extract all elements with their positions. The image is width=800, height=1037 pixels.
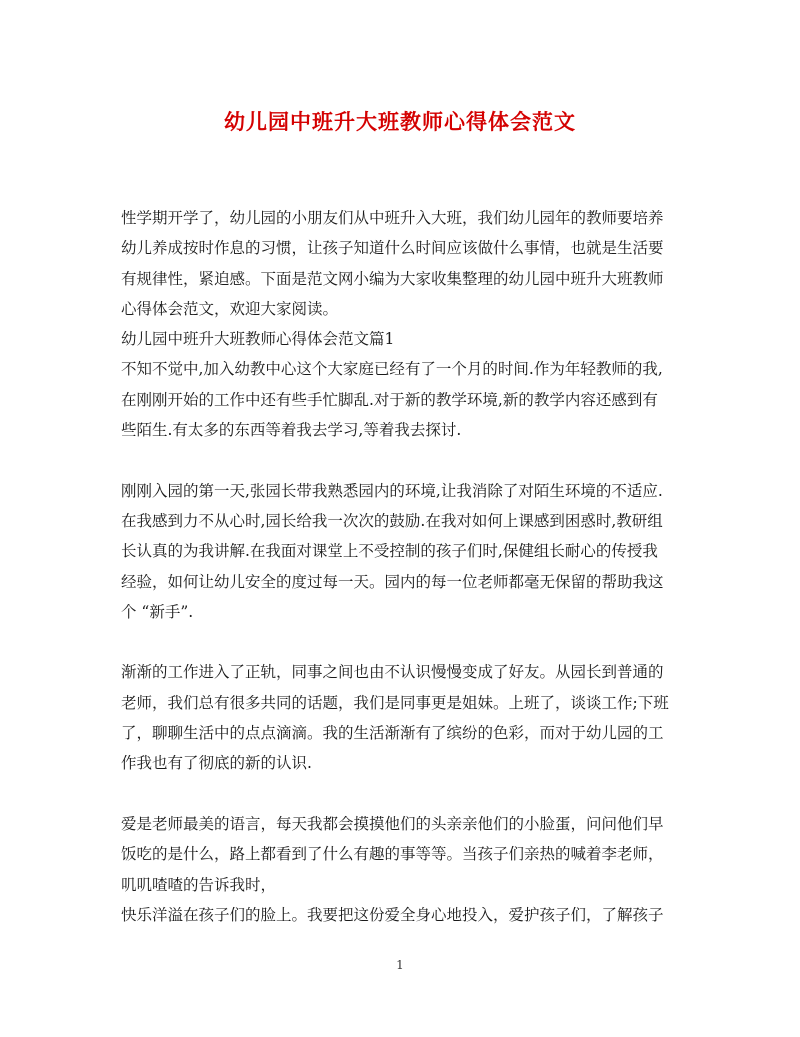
- text-line: 些陌生.有太多的东西等着我去学习,等着我去探讨.: [121, 421, 462, 440]
- text-line: 幼儿园中班升大班教师心得体会范文篇1: [121, 330, 395, 349]
- text-line: 性学期开学了，幼儿园的小朋友们从中班升入大班，我们幼儿园年的教师要培养: [121, 209, 664, 227]
- paragraph-gap: [121, 627, 681, 657]
- text-line: 在刚刚开始的工作中还有些手忙脚乱.对于新的教学环境,新的教学内容还感到有: [121, 390, 658, 409]
- text-line: 快乐洋溢在孩子们的脸上。我要把这份爱全身心地投入，爱护孩子们，了解孩子: [121, 905, 664, 924]
- document-body: [121, 203, 681, 930]
- text-line: 不知不觉中,加入幼教中心这个大家庭已经有了一个月的时间.作为年轻教师的我,: [121, 360, 663, 379]
- text-line: 作我也有了彻底的新的认识.: [121, 754, 312, 773]
- text-line: 经验，如何让幼儿安全的度过每一天。园内的每一位老师都毫无保留的帮助我这: [121, 572, 664, 591]
- paragraph-gap: [121, 779, 681, 809]
- text-line: 幼儿养成按时作息的习惯，让孩子知道什么时间应该做什么事情，也就是生活要: [121, 239, 664, 258]
- text-line: 有规律性，紧迫感。下面是范文网小编为大家收集整理的幼儿园中班升大班教师: [121, 269, 664, 288]
- text-line: 长认真的为我讲解.在我面对课堂上不受控制的孩子们时,保健组长耐心的传授我: [121, 542, 658, 561]
- text-line: 爱是老师最美的语言，每天我都会摸摸他们的头亲亲他们的小脸蛋，问问他们早: [121, 814, 664, 833]
- paragraph-gap: [121, 445, 681, 475]
- text-line: 叽叽喳喳的告诉我时，: [121, 875, 277, 894]
- text-line: 了，聊聊生活中的点点滴滴。我的生活渐渐有了缤纷的色彩，而对于幼儿园的工: [121, 724, 664, 743]
- page-number: 1: [396, 958, 404, 972]
- text-line: 饭吃的是什么，路上都看到了什么有趣的事等等。当孩子们亲热的喊着李老师，: [121, 845, 664, 864]
- text-line: 老师，我们总有很多共同的话题，我们是同事更是姐妹。上班了，谈谈工作;下班: [121, 693, 669, 712]
- text-line: 心得体会范文，欢迎大家阅读。: [121, 299, 339, 318]
- text-line: 在我感到力不从心时,园长给我一次次的鼓励.在我对如何上课感到困惑时,教研组: [121, 511, 663, 530]
- document-title: 幼儿园中班升大班教师心得体会范文: [224, 109, 576, 134]
- text-line: 个 “新手”.: [121, 602, 194, 621]
- text-line: 刚刚入园的第一天,张园长带我熟悉园内的环境,让我消除了对陌生环境的不适应.: [121, 481, 663, 500]
- text-line: 渐渐的工作进入了正轨，同事之间也由不认识慢慢变成了好友。从园长到普通的: [121, 663, 664, 682]
